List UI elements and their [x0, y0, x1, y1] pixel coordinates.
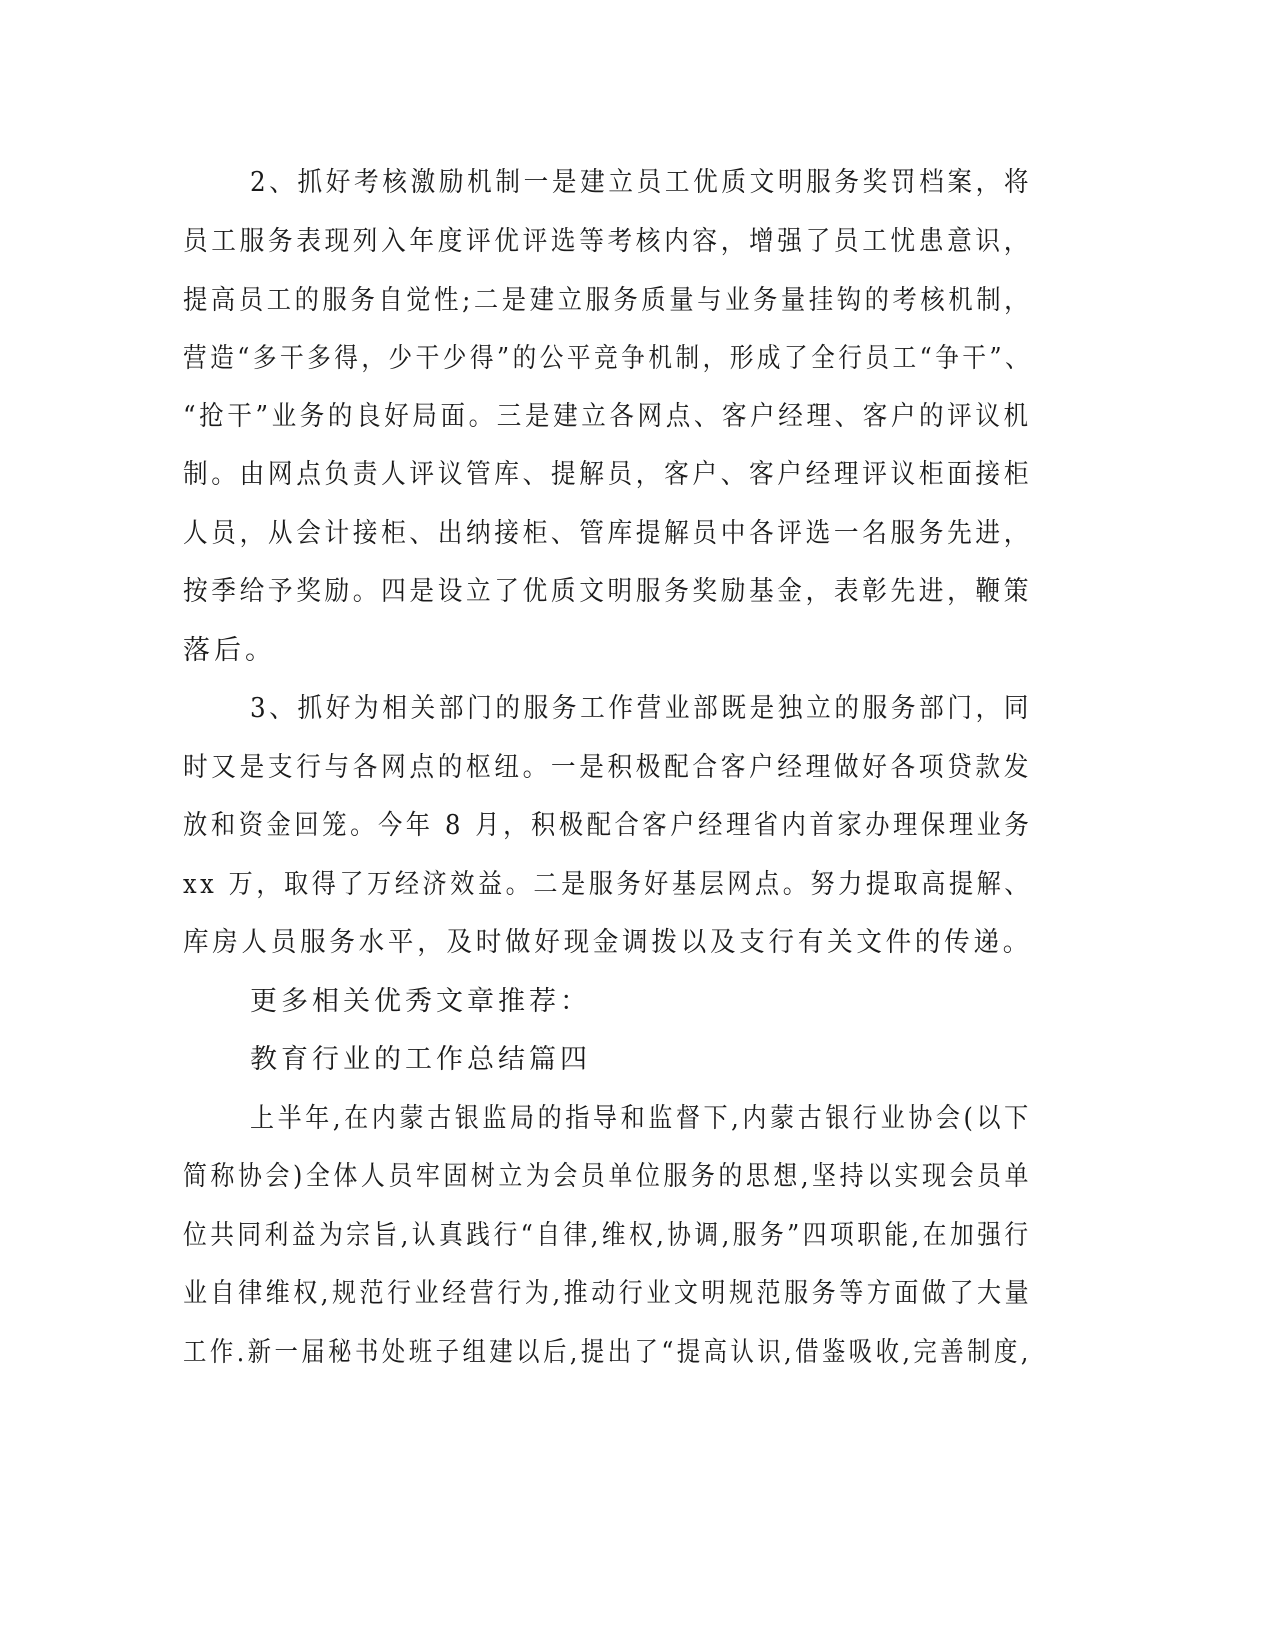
- paragraph-3-line-3: 放和资金回笼。今年 8 月，积极配合客户经理省内首家办理保理业务: [183, 810, 1033, 841]
- paragraph-2-line-2: 员工服务表现列入年度评优评选等考核内容，增强了员工忧患意识，: [183, 226, 1032, 257]
- paragraph-4-line-1: 上半年,在内蒙古银监局的指导和监督下,内蒙古银行业协会(以下: [250, 1103, 1032, 1134]
- paragraph-2-line-7: 人员，从会计接柜、出纳接柜、管库提解员中各评选一名服务先进，: [183, 518, 1032, 549]
- paragraph-2-line-3: 提高员工的服务自觉性;二是建立服务质量与业务量挂钩的考核机制，: [183, 285, 1033, 316]
- paragraph-3-line-2: 时又是支行与各网点的枢纽。一是积极配合客户经理做好各项贷款发: [183, 752, 1032, 783]
- paragraph-3-line-1: 3、抓好为相关部门的服务工作营业部既是独立的服务部门，同: [250, 693, 1033, 724]
- paragraph-3-line-4: xx 万，取得了万经济效益。二是服务好基层网点。努力提取高提解、: [183, 869, 1033, 900]
- article-title: 教育行业的工作总结篇四: [250, 1044, 591, 1075]
- recommend-heading: 更多相关优秀文章推荐：: [250, 986, 591, 1017]
- paragraph-3-line-5: 库房人员服务水平，及时做好现金调拨以及支行有关文件的传递。: [183, 927, 1033, 958]
- paragraph-2-line-5: “抢干”业务的良好局面。三是建立各网点、客户经理、客户的评议机: [183, 401, 1032, 432]
- paragraph-2-line-6: 制。由网点负责人评议管库、提解员，客户、客户经理评议柜面接柜: [183, 459, 1032, 490]
- paragraph-4-line-4: 业自律维权,规范行业经营行为,推动行业文明规范服务等方面做了大量: [183, 1278, 1033, 1309]
- paragraph-4-line-2: 简称协会)全体人员牢固树立为会员单位服务的思想,坚持以实现会员单: [183, 1161, 1033, 1192]
- paragraph-4-line-3: 位共同利益为宗旨,认真践行“自律,维权,协调,服务”四项职能,在加强行: [183, 1220, 1032, 1251]
- paragraph-2-line-9: 落后。: [183, 635, 276, 666]
- paragraph-2-line-1: 2、抓好考核激励机制一是建立员工优质文明服务奖罚档案，将: [250, 167, 1033, 198]
- paragraph-4-line-5: 工作.新一届秘书处班子组建以后,提出了“提高认识,借鉴吸收,完善制度,: [183, 1337, 1032, 1368]
- paragraph-2-line-8: 按季给予奖励。四是设立了优质文明服务奖励基金，表彰先进，鞭策: [183, 576, 1032, 607]
- paragraph-2-line-4: 营造“多干多得，少干少得”的公平竞争机制，形成了全行员工“争干”、: [183, 343, 1033, 374]
